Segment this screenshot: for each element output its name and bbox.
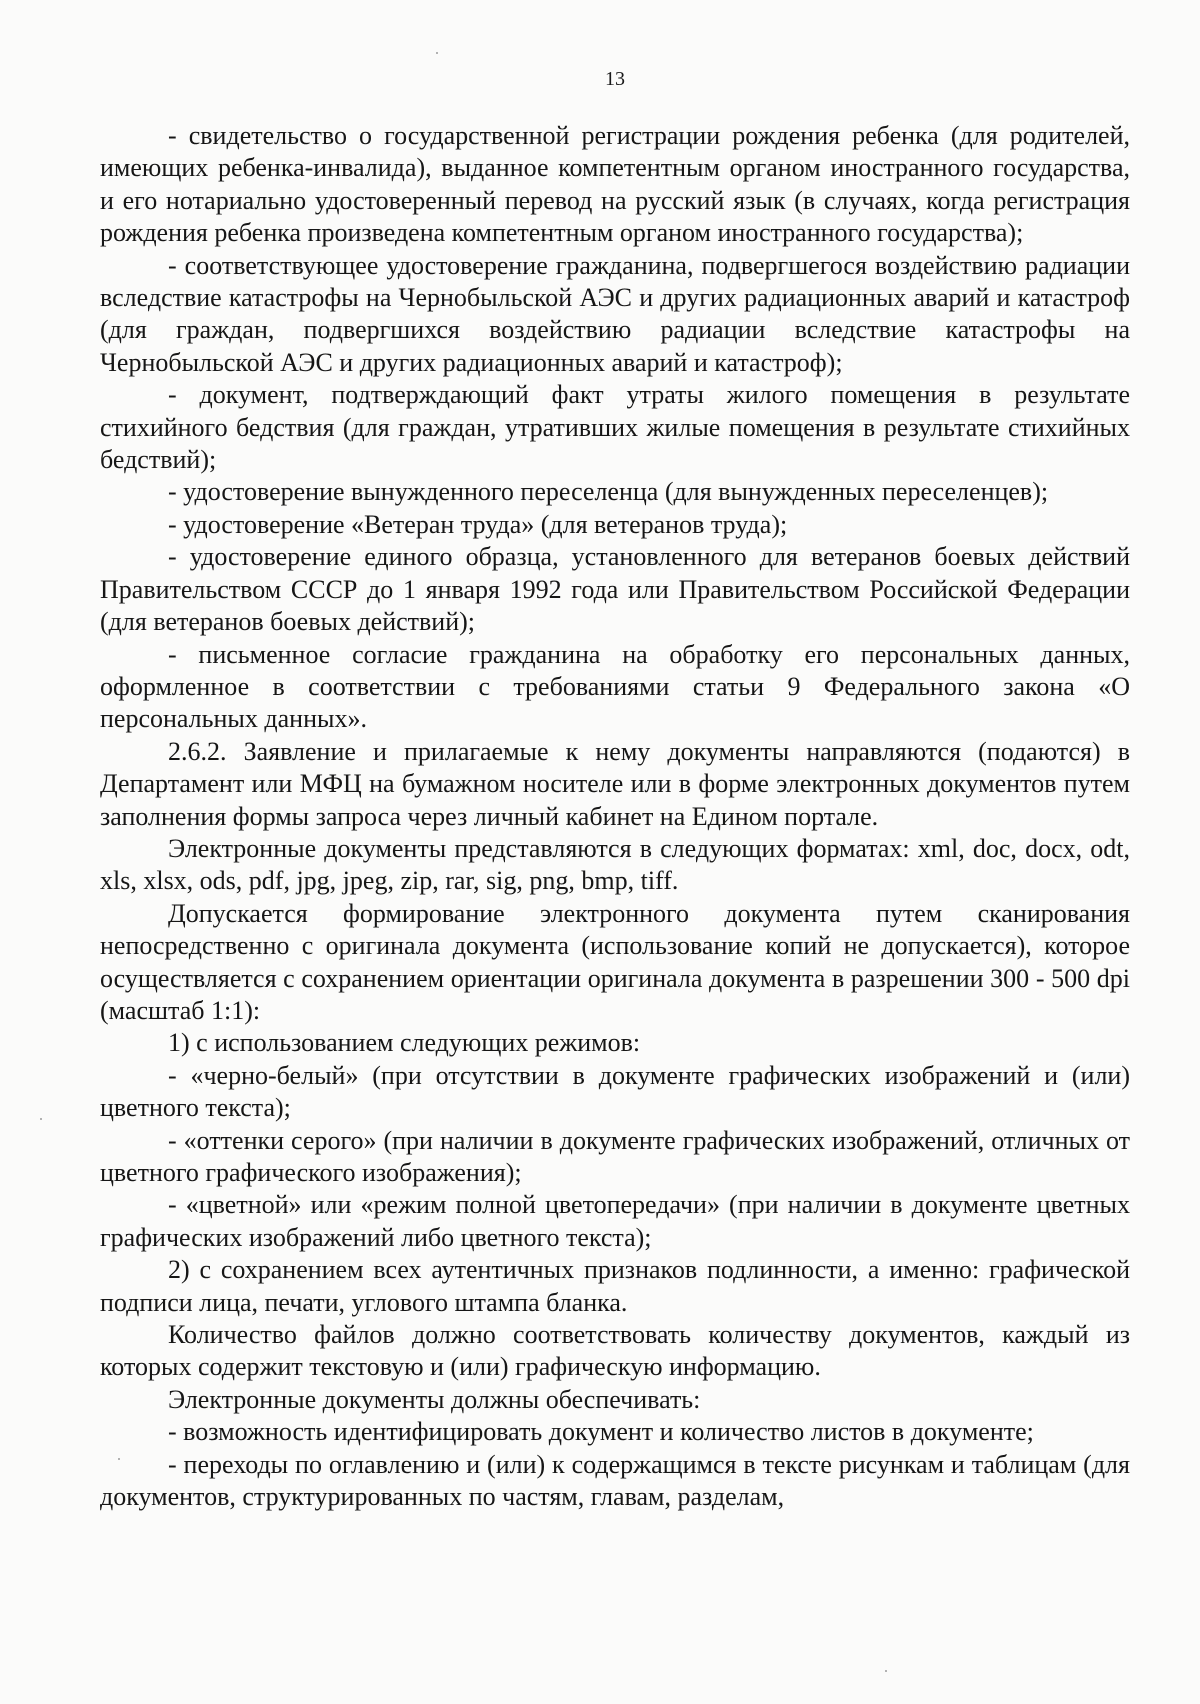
paragraph-2-6-2: 2.6.2. Заявление и прилагаемые к нему документы направляются (подаются) в Департамент или МФЦ на бумажном носителе или в форме электронных документов путем заполнения формы запроса через личный кабинет на Едином портале. (100, 736, 1130, 831)
paragraph-forced-migrant-certificate: - удостоверение вынужденного переселенца (для вынужденных переселенцев); (168, 477, 1049, 507)
paragraph-electronic-formats: Электронные документы представляются в следующих форматах: xml, doc, docx, odt, xls, xlsx, ods, pdf, jpg, jpeg, zip, rar, sig, png, bmp, tiff. (100, 833, 1130, 896)
paragraph-electronic-requirements: Электронные документы должны обеспечивать: (168, 1384, 701, 1414)
scan-speck (40, 1118, 42, 1120)
paragraph-birth-certificate: - свидетельство о государственной регистрации рождения ребенка (для родителей, имеющих ребенка-инвалида), выданное компетентным органом иностранного государства, и его нотариально удостоверенный перевод на русский язык (в случаях, когда регистрация рождения ребенка произведена компетентным органом иностранного государства); (100, 121, 1130, 248)
page-number: 13 (605, 68, 625, 90)
scan-speck (885, 1670, 887, 1672)
paragraph-housing-loss-document: - документ, подтверждающий факт утраты жилого помещения в результате стихийного бедствия (для граждан, утративших жилые помещения в результате стихийных бедствий); (100, 380, 1130, 475)
scan-speck (436, 52, 438, 54)
paragraph-mode-black-white: - «черно-белый» (при отсутствии в документе графических изображений и (или) цветного текста); (100, 1060, 1130, 1123)
paragraph-scanning: Допускается формирование электронного документа путем сканирования непосредственно с оригинала документа (использование копий не допускается), которое осуществляется с сохранением ориентации оригинала документа в разрешении 300 - 500 dpi (масштаб 1:1): (100, 898, 1130, 1025)
paragraph-file-count: Количество файлов должно соответствовать количеству документов, каждый из которых содержит текстовую и (или) графическую информацию. (100, 1320, 1130, 1382)
paragraph-identify-document: - возможность идентифицировать документ и количество листов в документе; (168, 1417, 1034, 1447)
document-body (100, 120, 1130, 1513)
paragraph-personal-data-consent: - письменное согласие гражданина на обработку его персональных данных, оформленное в соответствии с требованиями статьи 9 Федерального закона «О персональных данных». (100, 639, 1130, 734)
paragraph-combat-veteran-certificate: - удостоверение единого образца, установленного для ветеранов боевых действий Правительством СССР до 1 января 1992 года или Правительством Российской Федерации (для ветеранов боевых действий); (100, 542, 1130, 637)
paragraph-navigation: - переходы по оглавлению и (или) к содержащимся в тексте рисункам и таблицам (для документов, структурированных по частям, главам, разделам, (100, 1449, 1130, 1512)
scan-speck (118, 1458, 120, 1460)
paragraph-labor-veteran-certificate: - удостоверение «Ветеран труда» (для ветеранов труда); (168, 509, 788, 539)
paragraph-modes-intro: 1) с использованием следующих режимов: (168, 1028, 641, 1058)
paragraph-authenticity: 2) с сохранением всех аутентичных признаков подлинности, а именно: графической подписи лица, печати, углового штампа бланка. (100, 1255, 1130, 1317)
paragraph-radiation-certificate: - соответствующее удостоверение гражданина, подвергшегося воздействию радиации вследствие катастрофы на Чернобыльской АЭС и других радиационных аварий и катастроф (для граждан, подвергшихся воздействию радиации вследствие катастрофы на Чернобыльской АЭС и других радиационных аварий и катастроф); (100, 250, 1130, 377)
paragraph-mode-grayscale: - «оттенки серого» (при наличии в документе графических изображений, отличных от цветного графического изображения); (100, 1125, 1130, 1187)
paragraph-mode-color: - «цветной» или «режим полной цветопередачи» (при наличии в документе цветных графических изображений либо цветного текста); (100, 1190, 1130, 1252)
